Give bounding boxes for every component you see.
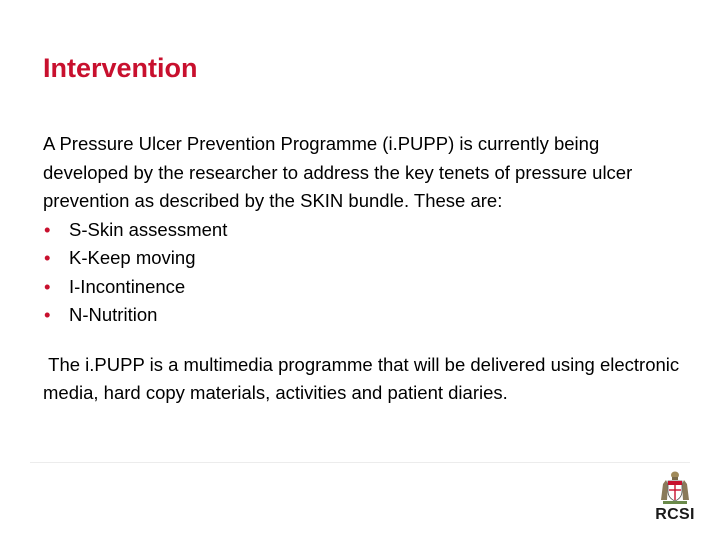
skin-bundle-list <box>43 216 683 330</box>
bullet-icon: • <box>44 218 51 240</box>
list-item <box>43 301 683 330</box>
list-item-text: K-Keep moving <box>69 247 196 268</box>
slide-title: Intervention <box>43 53 198 83</box>
bullet-icon: • <box>44 247 51 268</box>
slide-body <box>43 130 683 408</box>
list-item-text: S-Skin assessment <box>69 218 228 240</box>
list-item-text: I-Incontinence <box>69 275 186 297</box>
list-item-text: N-Nutrition <box>69 304 158 325</box>
bullet-icon: • <box>44 275 51 297</box>
footer-divider <box>30 462 690 463</box>
list-item <box>43 273 683 302</box>
closing-text: The i.PUPP is a multimedia programme that will be delivered using electronic media, hard copy materials, activities and patient diaries. <box>43 353 680 403</box>
logo-text: RCSI <box>655 506 695 523</box>
bullet-icon: • <box>44 304 51 325</box>
closing-paragraph <box>43 351 683 408</box>
crest-icon <box>657 470 693 506</box>
intro-paragraph: A Pressure Ulcer Prevention Programme (i.PUPP) is currently being developed by the researcher to address the key tenets of pressure ulcer prevention as described by the SKIN bundle. These are: <box>43 133 633 211</box>
list-item <box>43 244 683 273</box>
list-item <box>43 216 683 245</box>
rcsi-logo <box>652 470 698 528</box>
